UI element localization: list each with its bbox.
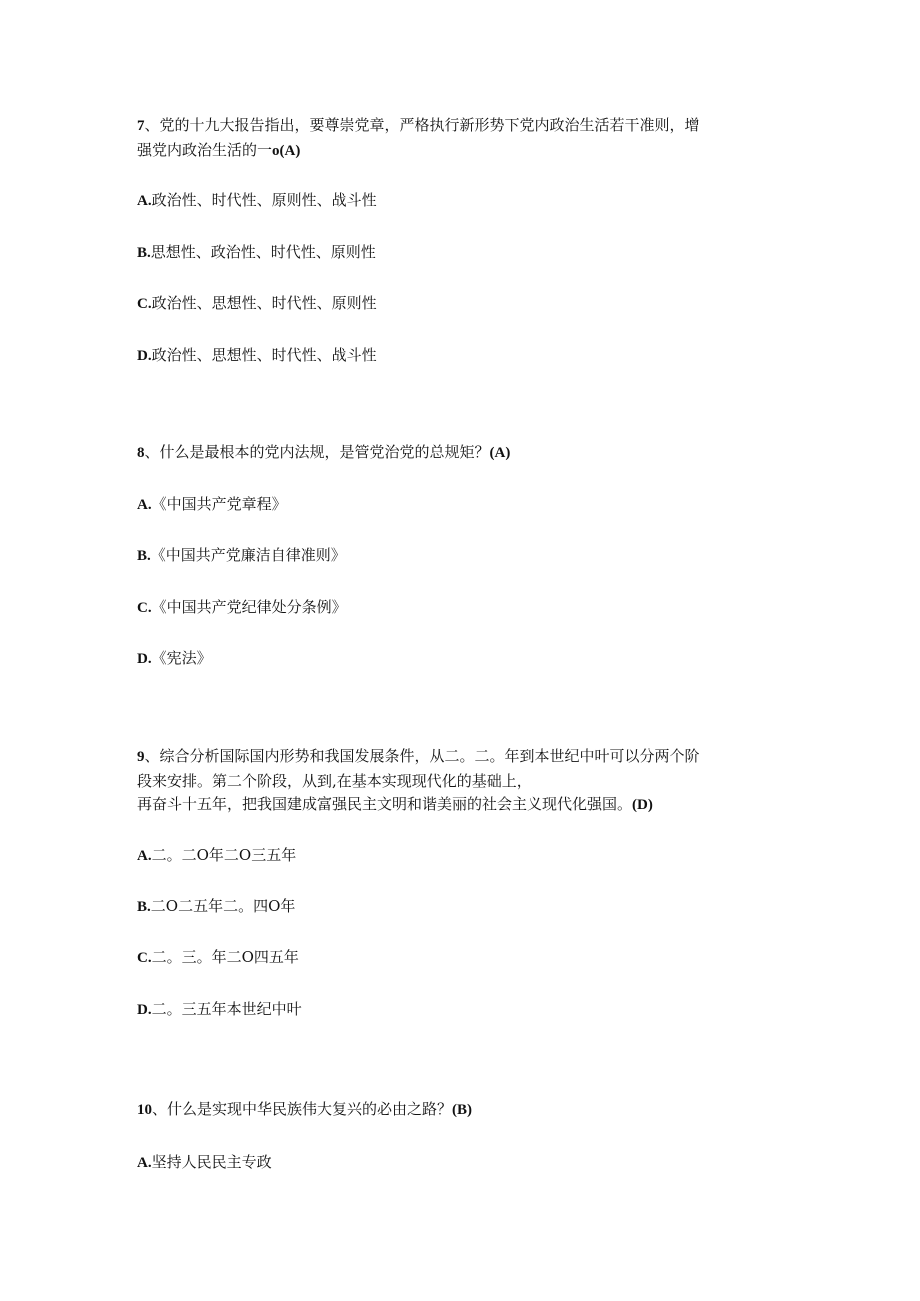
option-letter: D. <box>137 1002 152 1018</box>
option-letter: B. <box>137 245 151 261</box>
option-text: 思想性、政治性、时代性、原则性 <box>150 243 376 261</box>
option-a <box>137 1151 797 1174</box>
option-text: 《宪法》 <box>151 649 212 667</box>
question-number: 9 <box>137 749 145 765</box>
option-a <box>137 493 797 516</box>
option-letter: A. <box>137 848 152 864</box>
option-text: 二O二五年二。四O年 <box>150 897 296 915</box>
question-text: 强党内政治生活的一 <box>137 141 273 159</box>
question-text: 、什么是实现中华民族伟大复兴的必由之路？ <box>152 1100 453 1118</box>
question-10-line-1 <box>137 1098 797 1121</box>
question-text: 、什么是最根本的党内法规，是管党治党的总规矩？ <box>144 443 490 461</box>
option-text: 二。三五年本世纪中叶 <box>151 1000 302 1018</box>
option-letter: A. <box>137 497 152 513</box>
option-c <box>137 292 797 315</box>
question-9-line-2 <box>137 770 797 792</box>
answer-key: o(A) <box>272 143 301 159</box>
option-letter: A. <box>137 193 152 209</box>
question-text: 、党的十九大报告指出，要尊崇党章，严格执行新形势下党内政治生活若干准则，增 <box>144 116 700 134</box>
question-9-line-3 <box>137 793 797 816</box>
question-7-line-1 <box>137 114 797 137</box>
option-d <box>137 647 797 670</box>
option-c <box>137 596 797 619</box>
question-9-line-1 <box>137 745 797 768</box>
option-text: 《中国共产党廉洁自律准则》 <box>150 546 346 564</box>
question-text: 、综合分析国际国内形势和我国发展条件，从二。二。年到本世纪中叶可以分两个阶 <box>144 747 700 765</box>
option-letter: C. <box>137 950 152 966</box>
option-text: 政治性、思想性、时代性、原则性 <box>151 294 377 312</box>
option-text: 二。三。年二O四五年 <box>151 948 299 966</box>
option-text: 二。二O年二O三五年 <box>151 846 297 864</box>
question-text: 段来安排。第二个阶段，从到,在基本实现现代化的基础上， <box>137 772 532 790</box>
option-a <box>137 844 797 867</box>
option-letter: B. <box>137 548 151 564</box>
option-text: 政治性、时代性、原则性、战斗性 <box>151 191 377 209</box>
option-b <box>137 544 797 567</box>
option-b <box>137 895 797 918</box>
option-letter: A. <box>137 1155 152 1171</box>
option-c <box>137 946 797 969</box>
question-7-line-2 <box>137 139 797 162</box>
option-d <box>137 998 797 1021</box>
option-letter: D. <box>137 651 152 667</box>
option-text: 《中国共产党章程》 <box>151 495 287 513</box>
option-letter: B. <box>137 899 151 915</box>
answer-key: (A) <box>489 445 511 461</box>
question-number: 10 <box>137 1102 152 1118</box>
option-b <box>137 241 797 264</box>
question-8-line-1 <box>137 441 797 464</box>
option-letter: D. <box>137 348 152 364</box>
option-a <box>137 189 797 212</box>
option-text: 坚持人民民主专政 <box>151 1153 272 1171</box>
option-d <box>137 344 797 367</box>
option-text: 《中国共产党纪律处分条例》 <box>151 598 347 616</box>
question-number: 7 <box>137 118 145 134</box>
question-number: 8 <box>137 445 145 461</box>
answer-key: (B) <box>452 1102 473 1118</box>
answer-key: (D) <box>632 797 653 813</box>
question-text: 再奋斗十五年，把我国建成富强民主文明和谐美丽的社会主义现代化强国。 <box>137 795 633 813</box>
option-text: 政治性、思想性、时代性、战斗性 <box>151 346 377 364</box>
option-letter: C. <box>137 600 152 616</box>
option-letter: C. <box>137 296 152 312</box>
